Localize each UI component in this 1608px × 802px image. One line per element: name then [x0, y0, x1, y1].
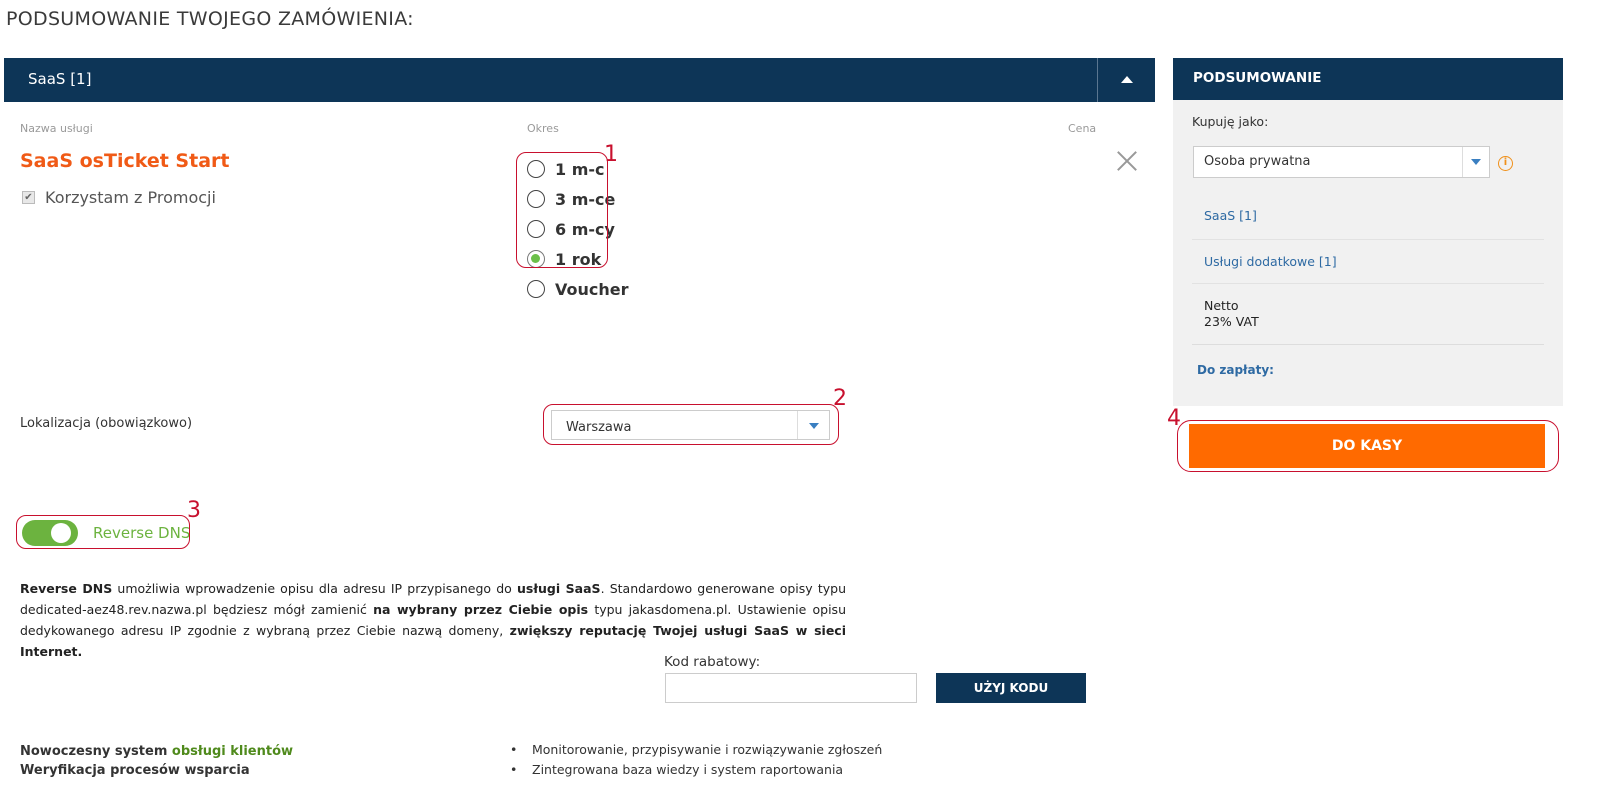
discount-code-input[interactable] — [665, 673, 917, 703]
dropdown-arrow-icon — [1471, 159, 1481, 165]
saas-section-header — [4, 58, 1155, 102]
select-divider — [1462, 147, 1463, 177]
annotation-box-3 — [16, 515, 190, 549]
netto-block — [1204, 298, 1259, 330]
summary-divider — [1192, 344, 1544, 345]
annotation-number-2: 2 — [833, 386, 847, 411]
features-left — [20, 742, 293, 780]
annotation-box-1 — [516, 152, 608, 268]
remove-service-icon[interactable] — [1116, 150, 1138, 172]
buy-as-select[interactable] — [1193, 146, 1490, 178]
summary-item-label[interactable]: Usługi dodatkowe [1] — [1204, 254, 1337, 269]
desc-bold: zwiększy reputację Twojej usługi SaaS w sieci Internet. — [20, 623, 846, 659]
list-item: • Zintegrowana baza wiedzy i system raportowania — [510, 760, 882, 780]
column-header-service: Nazwa usługi — [20, 122, 93, 135]
desc-text: typu jakasdomena.pl. Ustawienie opisu dedykowanego adresu IP zgodnie z wybraną przez Ciebie nazwą domeny, — [20, 602, 846, 638]
location-value: Warszawa — [566, 420, 632, 435]
promo-checkbox[interactable]: ✔ — [22, 191, 35, 204]
desc-text: . Standardowo generowane opisy typu dedicated-aez48.rev.nazwa.pl będziesz mógł zamienić — [20, 581, 846, 617]
annotation-number-4: 4 — [1167, 406, 1181, 431]
buy-as-label: Kupuję jako: — [1192, 114, 1269, 129]
feature-line2: Weryfikacja procesów wsparcia — [20, 763, 250, 778]
features-list — [510, 740, 882, 780]
netto-label: Netto — [1204, 298, 1239, 313]
summary-title: PODSUMOWANIE — [1173, 58, 1563, 100]
annotation-box-2 — [543, 404, 839, 445]
column-header-period: Okres — [527, 122, 559, 135]
summary-item-label[interactable]: SaaS [1] — [1204, 208, 1257, 223]
annotation-number-3: 3 — [187, 498, 201, 523]
period-label: 6 m-cy — [555, 219, 615, 239]
annotation-number-1: 1 — [604, 142, 618, 167]
feature-line1-highlight: obsługi klientów — [171, 744, 294, 759]
feature-line1-prefix: Nowoczesny system — [20, 744, 172, 759]
desc-bold: na wybrany przez Ciebie opis — [373, 602, 589, 617]
buy-as-value: Osoba prywatna — [1204, 154, 1311, 169]
apply-code-button[interactable]: UŻYJ KODU — [936, 673, 1086, 703]
collapse-button[interactable] — [1097, 58, 1155, 102]
service-name: SaaS osTicket Start — [20, 150, 230, 172]
desc-bold: usługi SaaS — [517, 581, 601, 596]
location-label: Lokalizacja (obowiązkowo) — [20, 416, 193, 431]
reverse-dns-label: Reverse DNS — [93, 524, 191, 542]
desc-text: umożliwia wprowadzenie opisu dla adresu IP przypisanego do — [112, 581, 518, 596]
promo-label: Korzystam z Promocji — [45, 188, 216, 207]
summary-item-saas[interactable] — [1192, 208, 1544, 240]
discount-label: Kod rabatowy: — [664, 654, 761, 670]
period-label: Voucher — [555, 279, 629, 299]
period-label: 3 m-ce — [555, 189, 616, 209]
saas-section-title: SaaS [1] — [28, 70, 92, 88]
checkout-button[interactable]: DO KASY — [1189, 424, 1545, 468]
annotation-box-4 — [1177, 420, 1559, 472]
promo-checkbox-row[interactable] — [22, 188, 216, 207]
period-label: 1 m-c — [555, 159, 605, 179]
to-pay-label: Do zapłaty: — [1197, 363, 1274, 377]
period-label: 1 rok — [555, 249, 602, 269]
radio-button[interactable] — [527, 280, 545, 298]
list-item: • Monitorowanie, przypisywanie i rozwiązywanie zgłoszeń — [510, 740, 882, 760]
summary-item-additional[interactable] — [1192, 254, 1544, 284]
reverse-dns-description — [20, 578, 846, 662]
vat-label: 23% VAT — [1204, 314, 1259, 329]
period-option-voucher[interactable] — [527, 274, 629, 304]
page-title: PODSUMOWANIE TWOJEGO ZAMÓWIENIA: — [6, 8, 414, 30]
chevron-up-icon — [1121, 76, 1133, 83]
info-icon[interactable]: i — [1498, 156, 1513, 171]
desc-bold: Reverse DNS — [20, 581, 113, 596]
column-header-price: Cena — [1068, 122, 1097, 135]
